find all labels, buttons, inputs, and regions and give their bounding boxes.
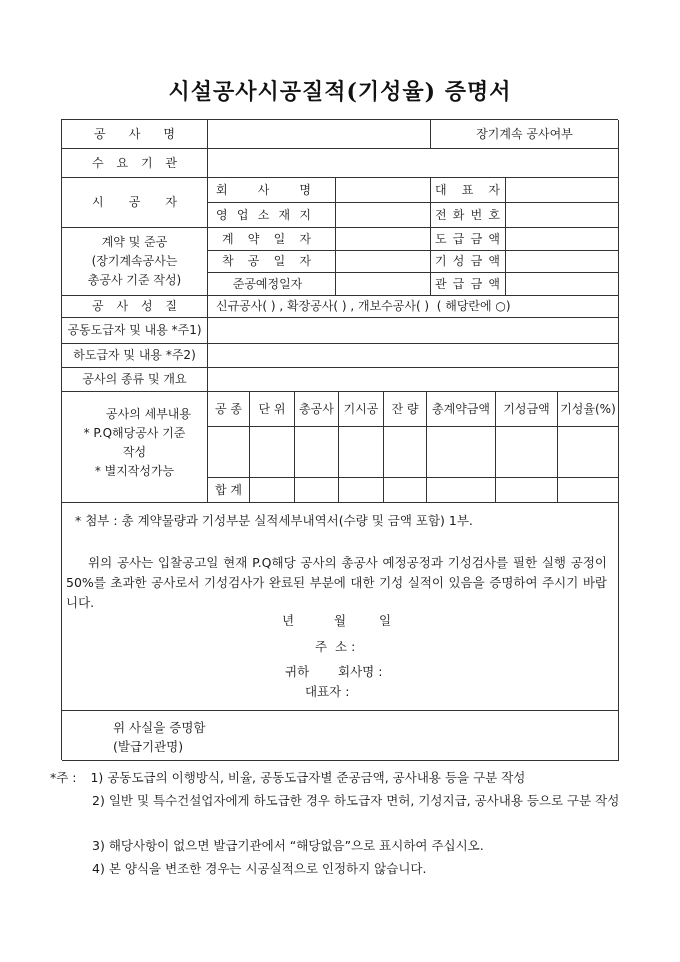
company-name-label-cell	[208, 178, 336, 203]
start-date-label-cell	[208, 251, 336, 273]
long-term-project-label: 장기계속 공사여부	[476, 126, 573, 141]
work-type-label: 공사의 종류 및 개요	[82, 372, 187, 386]
footnote-1	[50, 767, 525, 790]
details-column-header	[384, 392, 427, 427]
subcontractor-label: 하도급자 및 내용 *주2)	[73, 348, 196, 362]
project-nature-label: 공 사 성 질	[92, 299, 177, 313]
company-name-value-cell	[336, 178, 431, 203]
details-column-header	[427, 392, 496, 427]
joint-contractor-label: 공동도급자 및 내용 *주1)	[67, 323, 202, 337]
project-nature-options: 신규공사( ) , 확장공사( ) , 개보수공사( ) ( 해당란에 ○)	[216, 299, 511, 313]
govt-supplied-amount-label: 관 급 금 액	[435, 276, 500, 291]
business-address-label: 영 업 소 재 지	[216, 207, 311, 222]
work-details-label-line: 작성	[122, 445, 147, 459]
contract-label-line: (장기계속공사는	[91, 254, 178, 268]
progress-amount-label-cell	[431, 251, 506, 273]
details-data-cell	[339, 427, 384, 478]
business-address-label-cell	[208, 203, 336, 228]
details-data-cell	[208, 427, 250, 478]
details-column-header	[295, 392, 339, 427]
contract-date-label-cell	[208, 228, 336, 251]
details-column-header	[558, 392, 619, 427]
details-data-cell	[496, 427, 558, 478]
column-unit: 단 위	[258, 401, 286, 416]
footnote-text: 공동도급의 이행방식, 비율, 공동도급자별 준공금액, 공사내용 등을 구분 작성	[107, 770, 526, 785]
footnote-prefix: *주 :	[50, 770, 77, 785]
certification-statement: 위 사실을 증명함	[113, 720, 206, 735]
details-data-cell	[295, 427, 339, 478]
project-name-value-cell	[208, 120, 431, 149]
details-data-cell	[427, 427, 496, 478]
request-statement: 위의 공사는 입찰공고일 현재 P.Q해당 공사의 총공사 예정공정과 기성검사를 필한 실행 공정이 50%를 초과한 공사로서 기성검사가 완료된 부분에 대한 기성 실적이 있음을 증명하여 주시기 바랍니다.	[66, 555, 607, 610]
phone-label: 전 화 번 호	[435, 207, 500, 222]
project-name-label-cell	[62, 120, 208, 149]
subcontractor-value-cell	[208, 344, 619, 368]
issuing-agency-label: (발급기관명)	[113, 739, 184, 754]
contract-amount-value-cell	[506, 228, 619, 251]
work-details-label-line: * P.Q해당공사 기준	[83, 426, 186, 440]
addressee-label: 귀하	[285, 664, 310, 679]
footnote-2	[92, 790, 634, 813]
footnote-number: 3)	[92, 838, 105, 854]
column-progress-amount: 기성금액	[503, 401, 550, 416]
column-total-work: 총공사	[299, 401, 334, 416]
completion-date-label: 준공예정일자	[232, 276, 303, 291]
subcontractor-label-cell	[62, 344, 208, 368]
completion-date-label-cell	[208, 273, 336, 296]
contract-date-value-cell	[336, 228, 431, 251]
work-type-label-cell	[62, 368, 208, 392]
contract-amount-label-cell	[431, 228, 506, 251]
govt-supplied-amount-value-cell	[506, 273, 619, 296]
contract-label-line: 총공사 기준 작성)	[87, 273, 182, 287]
contract-completion-label-cell	[62, 228, 208, 296]
contractor-label: 시 공 자	[92, 195, 177, 209]
contract-amount-label: 도 급 금 액	[435, 231, 500, 246]
joint-contractor-label-cell	[62, 318, 208, 344]
footnote-text: 일반 및 특수건설업자에게 하도급한 경우 하도급자 면허, 기성지급, 공사내용 등으로 구분 작성	[108, 792, 620, 808]
details-data-cell	[558, 427, 619, 478]
date-month-label: 월	[334, 613, 347, 628]
column-completed-work: 기시공	[343, 401, 379, 416]
details-data-cell	[250, 427, 295, 478]
project-name-label: 공 사 명	[94, 126, 175, 141]
work-type-value-cell	[208, 368, 619, 392]
details-total-cell	[558, 478, 619, 503]
document-title: 시설공사시공질적(기성율) 증명서	[168, 79, 512, 105]
contractor-label-cell	[62, 178, 208, 228]
client-label-cell	[62, 149, 208, 178]
representative-value-cell	[506, 178, 619, 203]
details-column-header	[496, 392, 558, 427]
date-year-label: 년	[282, 613, 295, 628]
column-remaining: 잔 량	[391, 401, 419, 416]
details-total-label: 합 계	[215, 482, 242, 497]
company-name-label: 회 사 명	[216, 182, 311, 197]
column-total-contract-amount: 총계약금액	[432, 401, 490, 416]
company-name-sign-label: 회사명 :	[338, 664, 383, 679]
work-details-label-line: * 별지작성가능	[94, 464, 175, 478]
details-column-header	[339, 392, 384, 427]
details-column-header	[208, 392, 250, 427]
project-nature-options-cell	[208, 296, 619, 318]
business-address-value-cell	[336, 203, 431, 228]
start-date-label: 착 공 일 자	[222, 254, 311, 268]
work-details-label-line: 공사의 세부내용	[106, 407, 191, 421]
details-total-cell	[250, 478, 295, 503]
footnote-number: 1)	[90, 770, 104, 785]
work-details-label-cell	[62, 392, 208, 503]
project-nature-label-cell	[62, 296, 208, 318]
start-date-value-cell	[336, 251, 431, 273]
contract-label-line: 계약 및 준공	[101, 235, 168, 249]
details-total-cell	[496, 478, 558, 503]
details-total-cell	[427, 478, 496, 503]
progress-amount-label: 기 성 금 액	[435, 254, 500, 268]
representative-label-cell	[431, 178, 506, 203]
details-total-label-cell	[208, 478, 250, 503]
contract-date-label: 계 약 일 자	[222, 231, 311, 246]
address-label: 주 소 :	[315, 639, 356, 654]
certification-box	[62, 711, 619, 761]
details-data-cell	[384, 427, 427, 478]
footnote-text: 본 양식을 변조한 경우는 시공실적으로 인정하지 않습니다.	[108, 860, 427, 876]
details-total-cell	[384, 478, 427, 503]
details-total-cell	[339, 478, 384, 503]
phone-value-cell	[506, 203, 619, 228]
progress-amount-value-cell	[506, 251, 619, 273]
details-column-header	[250, 392, 295, 427]
client-value-cell	[208, 149, 619, 178]
column-progress-rate: 기성율(%)	[560, 401, 616, 416]
footnote-text: 해당사항이 없으면 발급기관에서 “해당없음”으로 표시하여 주십시오.	[108, 838, 484, 854]
column-work-type: 공 종	[215, 401, 242, 416]
completion-date-value-cell	[336, 273, 431, 296]
representative-sign-label: 대표자 :	[305, 684, 350, 699]
attachment-note: * 첨부 : 총 계약물량과 기성부분 실적세부내역서(수량 및 금액 포함) 1부.	[75, 513, 473, 528]
details-total-cell	[295, 478, 339, 503]
footnote-3	[92, 835, 634, 858]
date-day-label: 일	[379, 613, 392, 628]
footnote-4	[92, 858, 634, 881]
long-term-project-cell	[431, 120, 619, 149]
footnote-number: 4)	[92, 860, 105, 876]
representative-label: 대 표 자	[435, 182, 500, 197]
certificate-form-table	[61, 119, 618, 760]
joint-contractor-value-cell	[208, 318, 619, 344]
govt-supplied-amount-label-cell	[431, 273, 506, 296]
footnote-number: 2)	[92, 792, 105, 808]
statement-box	[62, 503, 619, 711]
client-label: 수 요 기 관	[92, 155, 177, 170]
phone-label-cell	[431, 203, 506, 228]
